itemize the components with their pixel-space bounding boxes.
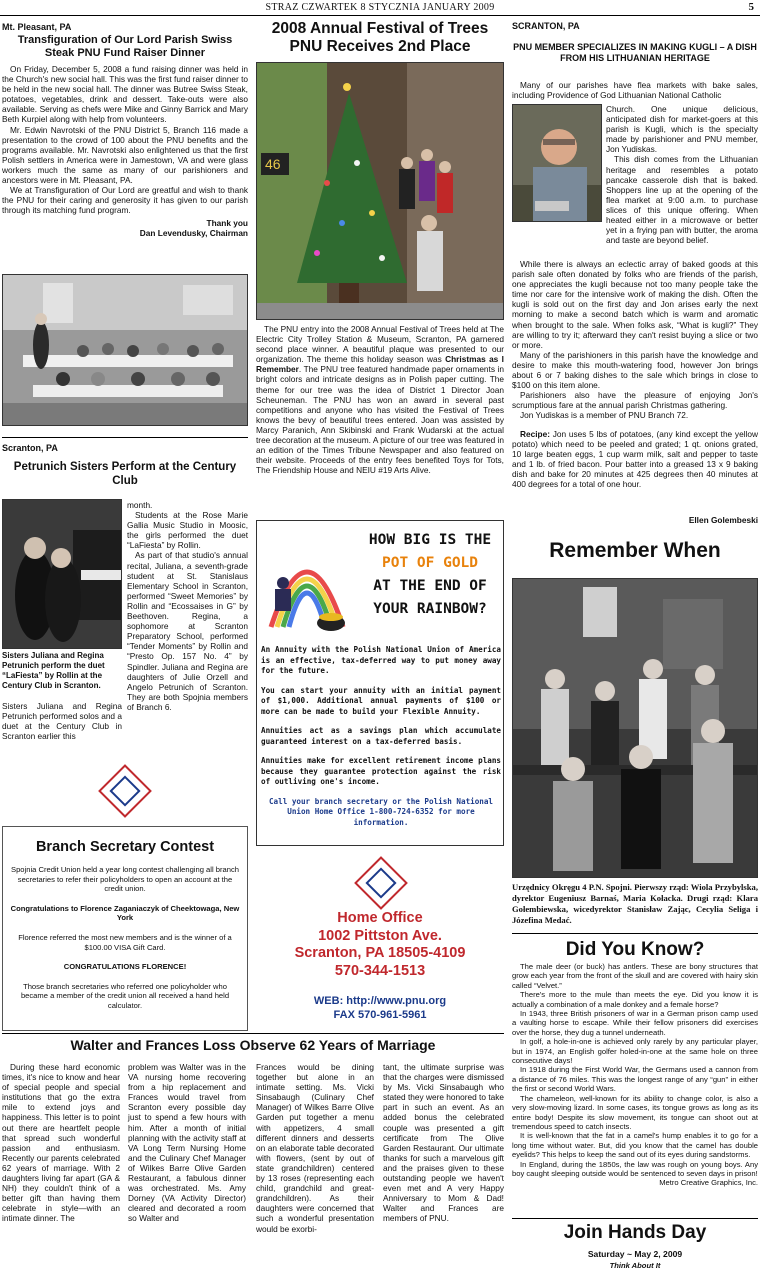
divider (2, 437, 248, 438)
festival-text-b: . The PNU tree featured handmade paper ornaments in bright colors and intricate designs as in Polish paper cutting. The theme for our tree was the idea of District 1 Director Joan Scheuneman. The PNU has won an award in several past competitions and anyone who has visited the Festival of Trees knows the bevy of beautiful trees entered. Joan was assisted by Marcy Paranich, Ann Skibinski and Frank Wudarski at the actual tree decoration at the museum. A picture of our tree was featured in an edition of the Times Tribune Newspaper and also featured on their website. Proceeds of the entry fees benefited Toys for Tots, The Friendship House and NEIU #19 Arts Alive. (256, 364, 504, 476)
kugli-photo (512, 104, 602, 222)
walter-headline: Walter and Frances Loss Observe 62 Years of Marriage (70, 1037, 436, 1053)
remember-photo-image (513, 579, 758, 878)
contest-p1: Spojnia Credit Union held a year long contest challenging all branch secretaries to refer their policyholders to open an account at the credit union. (11, 865, 239, 894)
home-office (256, 910, 504, 980)
kugli-p2: Many of the parishioners in this parish have the knowledge and desire to make this mouth-watering food, however Jon brings about 6 or 7 baking dishes to the sale which brings in close to $100 on this item alone. (512, 349, 758, 391)
pleasant-kicker: Mt. Pleasant, PA (2, 22, 72, 32)
kugli-photo-image (513, 105, 602, 222)
kugli-recipe: Jon uses 5 lbs of potatoes, (any kind except the yellow potato) which need to be peeled and grated; 1 qt. onions grated, 10 large beaten eggs, 1 cup warm milk, salt and pepper to taste and 1 lb. of fried bacon. Pour batter into a greased 13 x 9 baking dish and bake for 20 minutes at 425 degrees then 40 minutes at 400 degrees for a total of one hour. (512, 428, 758, 489)
contest-body (9, 865, 241, 1011)
dyk-p5: In 1918 during the First World War, the Germans used a cannon from a distance of 76 miles. This was the longest range of any “gun” in either the first or second World Wars. (512, 1065, 758, 1094)
petrunich-left-text: Sisters Juliana and Regina Petrunich performed solos and a duet at the Century Club in Scranton earlier this (2, 701, 122, 742)
annuity-p2: You can start your annuity with an initial payment of $1,000. Additional annual payments of $100 or more can be made to build your Flexible Annuity. (261, 685, 501, 716)
kugli-headline: PNU MEMBER SPECIALIZES IN MAKING KUGLI – A DISH FROM HIS LITHUANIAN HERITAGE (513, 42, 757, 63)
rainbow-illustration (261, 527, 353, 637)
walter-col3 (256, 1062, 374, 1234)
dinner-photo (2, 274, 248, 426)
pleasant-sign2: Dan Levendusky, Chairman (139, 228, 248, 239)
dyk-p3: In 1943, three British prisoners of war in a German prison camp used a vaulting horse to escape. While their fellow prisoners did exercises over the horse, they dug a tunnel underneath. (512, 1009, 758, 1037)
walter-col4 (383, 1062, 504, 1224)
petrunich-right-text (127, 500, 248, 712)
annuity-line2: POT OF GOLD (381, 555, 479, 571)
annuity-p3: Annuities act as a savings plan which accumulate guaranteed interest on a tax-deferred basis. (261, 726, 501, 746)
dyk-p4: In golf, a hole-in-one is achieved only rarely by any particular player, but in 1974, an English golfer holed-in-one at the same hole on three consecutive days! (512, 1037, 758, 1066)
walter-col4-text: tant, the ultimate surprise was that the charges were dismissed by Ms. Vicki Sinsabaugh who stated they were honored to take part in such an event. As an added bonus the celebrated couple was presented a gift certificate from The Olive Garden Restaurant. Our ultimate thanks for such a marvelous gift and the praises given to these outstanding people we haven't even met and A very Happy Anniversary to Mom & Dad! Walter and Frances are members of PNU. (383, 1062, 504, 1224)
contest-p3: Florence referred the most new members and is the winner of a $100.00 VISA Gift Card. (18, 932, 232, 952)
annuity-body (261, 645, 501, 828)
petrunich-photo (2, 499, 122, 649)
joinhands-title: Join Hands Day (563, 1222, 707, 1243)
kugli-intro-text: Many of our parishes have flea markets with bake sales, including Providence of God Lithuanian National Catholic (512, 80, 758, 101)
walter-col1 (2, 1062, 120, 1224)
dyk-p6: The chameleon, well-known for its ability to change color, is also a very slow-moving lizard. In some cases, its tongue grows as long as its entire body! Despite its slow movement, its tongue can shoot out at tremendous speed to catch insects. (512, 1093, 758, 1131)
dyk-p1: The male deer (or buck) has antlers. These are bony structures that grow each year from the front of the skull and are covered with hairy skin called “Velvet.” (512, 962, 758, 990)
svg-text:46: 46 (265, 156, 281, 172)
annuity-line3: AT THE END OF (373, 578, 487, 594)
pleasant-headline: Transfiguration of Our Lord Parish Swiss Steak PNU Fund Raiser Dinner (17, 34, 233, 59)
kugli-wrap1: Church. One unique delicious, anticipated dish for market-goers at this parish is Kugli, which is the specialty made by parishioner and PNU member, Jon Yudiskas. (606, 104, 758, 155)
kugli-recipe-label: Recipe: (520, 428, 550, 439)
home-office-title: Home Office (337, 910, 423, 926)
pnu-logo (106, 772, 144, 810)
festival-body (256, 324, 504, 475)
petrunich-photo-image (3, 500, 122, 649)
annuity-line4: YOUR RAINBOW? (373, 601, 487, 617)
walter-col1-text: During these hard economic times, it's nice to know and hear of special people and special institutions that go the extra mile to extend joys and happiness. This letter is to point out there are heartfelt people that spread such wonderful passion and enthusiasm. Recently our parents celebrated 62 years of marriage. With 2 daughters living far apart (GA & NH) they couldn't think of a better gift than having them celebrate in style—with an intimate dinner. The (2, 1062, 120, 1224)
joinhands-tag: Think About It (609, 1261, 661, 1270)
didyouknow-body (512, 962, 758, 1188)
home-office-street: 1002 Pittston Ave. (318, 927, 442, 944)
pleasant-article (2, 22, 248, 238)
contest-box (2, 826, 248, 1031)
kugli-p3: Parishioners also have the pleasure of enjoying Jon's scrumptious fare at the annual parish Christmas gathering. (512, 390, 758, 411)
walter-col2-text: problem was Walter was in the VA nursing home recovering from a hip replacement and Frances would travel from Scranton every possible day just to spend a few hours with him. After a month of initial planning with the activity staff at VA Long Term Nursing Home and the Culinary Chef Manager of Wilkes Barre Olive Garden Restaurant, a fabulous dinner was orchestrated. Ms. Amy Dorney (VA Activity Director) cleared and decorated a room so Walter and (128, 1062, 246, 1224)
petrunich-caption: Sisters Juliana and Regina Petrunich perform the duet “LaFiesta” by Rollin at the Century Club in Scranton. (2, 651, 105, 690)
petrunich-rp2: Students at the Rose Marie Gallia Music Studio in Moosic, the girls performed the duet “LaFiesta” by Rollin. (127, 510, 248, 551)
contest-p4: CONGRATULATIONS FLORENCE! (63, 962, 187, 972)
newspaper-title: STRAZ CZWARTEK 8 STYCZNIA JANUARY 2009 (265, 2, 495, 13)
petrunich-kicker: Scranton, PA (2, 443, 58, 453)
kugli-wrap2: This dish comes from the Lithuanian heritage and resembles a potato pancake casserole dish that is baked. Shoppers line up at the opening of the flea market at 9:00 a.m. to purchase slices of this unique offering. When heated either in a microwave or better yet in a frying pan with butter, the aroma and taste are beyond belief. (606, 154, 758, 246)
rainbow-icon (261, 527, 353, 637)
pleasant-sign1: Thank you (206, 218, 248, 229)
kugli-sign: Ellen Golembeski (688, 515, 758, 525)
pleasant-p3: We at Transfiguration of Our Lord are greatful and wish to thank the PNU for their caring and generosity it has given to our parish through its matching fund program. (2, 185, 248, 216)
home-office-phone: 570-344-1513 (334, 962, 426, 979)
home-office-web[interactable]: WEB: http://www.pnu.org (313, 995, 447, 1007)
remember-caption: Urzędnicy Okręgu 4 P.N. Spojni. Pierwszy rząd: Wiola Przybylska, dyrektor Eugeniusz Barnaś, Maria Kołacka. Drugi rząd: Klara Gołembiewska, wicedyrektor Stanisław Zając, Cecylia Seliga i Józefina Medać. (512, 882, 758, 925)
kugli-wrap (606, 104, 758, 245)
remember-title: Remember When (549, 539, 721, 562)
walter-col2 (128, 1062, 246, 1224)
contest-title: Branch Secretary Contest (35, 839, 215, 855)
divider (512, 933, 758, 934)
kugli-p1: While there is always an eclectic array of baked goods at this parish sale often donated by folks who are friends of the parish, one appreciates the kugli because not too many people take the time nor care for the intensive work of making the dish. Often the kugli is sold out on the first day and Jon arises early the next morning to make a second batch which is warm and aromatic when brought to the sale. When folks ask, “What is kugli?” They are willing to try it; afterward they can't resist buying a slice or two or more. (512, 259, 758, 350)
dyk-credit: Metro Creative Graphics, Inc. (659, 1178, 758, 1188)
kugli-p4: Jon Yudiskas is a member of PNU Branch 72. (520, 410, 689, 421)
joinhands-date: Saturday ~ May 2, 2009 (587, 1249, 683, 1259)
home-office-city: Scranton, PA 18505-4109 (294, 945, 466, 961)
contest-p2: Congratulations to Florence Zaganiaczyk of Cheektowaga, New York (10, 903, 240, 923)
festival-text-a: The PNU entry into the 2008 Annual Festival of Trees held at The Electric City Trolley Station & Museum, Scranton, PA garnered second place winner. A beautiful plaque was presented to our organization. The theme this holiday season was (256, 324, 504, 365)
contest-p5: Those branch secretaries who referred one policyholder who became a member of the credit union all received a hand held calculator. (20, 981, 230, 1010)
annuity-ad (256, 520, 504, 846)
festival-text-bold: Christmas as I Remember (256, 354, 504, 375)
pleasant-body (2, 64, 248, 215)
kugli-kicker: SCRANTON, PA (512, 21, 580, 31)
dinner-photo-image (3, 275, 248, 426)
divider (2, 1033, 504, 1034)
pleasant-p1: On Friday, December 5, 2008 a fund raising dinner was held in the Church's new social hall. This was the first fund raiser dinner to be held in the new social hall. The dinner was Butree Swiss Steak, potatoes, vegetables, drink and dessert. Take-outs were also available. Serving as chefs were Mike and Ginny Barrick and Mary Beth Kurpiel along with help from volunteers. (2, 64, 248, 125)
festival-tree-image (257, 63, 504, 320)
petrunich-rp1: month. (127, 500, 153, 510)
kugli-body (512, 259, 758, 489)
didyouknow-title: Did You Know? (565, 939, 705, 960)
home-office-fax: FAX 570-961-5961 (333, 1009, 427, 1021)
annuity-line1: HOW BIG IS THE (368, 532, 492, 548)
dyk-p2: There's more to the mule than meets the eye. Did you know it is actually a combination of a male donkey and a female horse? (512, 990, 758, 1009)
annuity-headline (357, 529, 503, 621)
divider (512, 1218, 758, 1219)
annuity-p5: Call your branch secretary or the Polish National Union Home Office 1-800-724-6352 for more information. (268, 796, 494, 827)
petrunich-headline: Petrunich Sisters Perform at the Century Club (13, 461, 237, 487)
pleasant-p2: Mr. Edwin Navrotski of the PNU District 5, Branch 116 made a presentation to the crowd of 100 about the PNU benefits and the programs available. Mr. Navrotski also enlightened us that the first Polish settlers in America were in Jamestown, VA and were glass workers much the same as many of our parishioners and ancestors were in Mt. Pleasant, PA. (2, 124, 248, 186)
annuity-p1: An Annuity with the Polish National Union of America is an effective, tax-deferred way to put money away for the future. (261, 645, 501, 675)
festival-photo (256, 62, 504, 320)
page-header (0, 0, 760, 16)
walter-col3-text: Frances would be dining together but alone in an intimate setting. Ms. Vicki Sinsabaugh (Culinary Chef Manager) of Wilkes Barre Olive Garden put together a menu with appetizers, 4 small different dinners and desserts on an elaborate table decorated with flowers, (sent by out of state grandchildren) centered by 13 roses (representing each child, grandchild and great-grandchildren). As their daughters were concerned that such a wonderful presentation would be exorbi- (256, 1062, 374, 1234)
remember-photo (512, 578, 758, 878)
home-office-contact (256, 994, 504, 1022)
festival-headline: 2008 Annual Festival of Trees PNU Receives 2nd Place (271, 20, 489, 55)
kugli-intro (512, 80, 758, 100)
dyk-p8: In England, during the 1850s, the law was rough on young boys. Any boy caught sleeping outside would be sentenced to seven days in prison! (512, 1159, 758, 1178)
pnu-logo (362, 864, 400, 902)
page-number: 5 (748, 1, 754, 13)
annuity-p4: Annuities make for excellent retirement income plans because they guarantee protection against the risk of outliving one's income. (261, 756, 501, 786)
dyk-p7: It is well-known that the fat in a camel's hump enables it to go for a long time without water. But, did you know that the camel has double eyelids? This helps to keep the sand out of its eyes during sandstorms. (512, 1131, 758, 1160)
petrunich-rp3: As part of that studio's annual recital, Juliana, a seventh-grade student at St. Stanislaus Elementary School in Scranton, performed “Sweet Memories” by Rollin and “Ecossaises in G” by Beethoven. Regina, a sophomore at Scranton Preparatory School, performed “Tender Moments” by Rollin and “Presto Op. 157 No. 4” by Spindler. Juliana and Regina are daughters of Julie Orzell and Angelo Petrunich of Scranton. They are both Spojnia members of Branch 6. (127, 550, 248, 712)
